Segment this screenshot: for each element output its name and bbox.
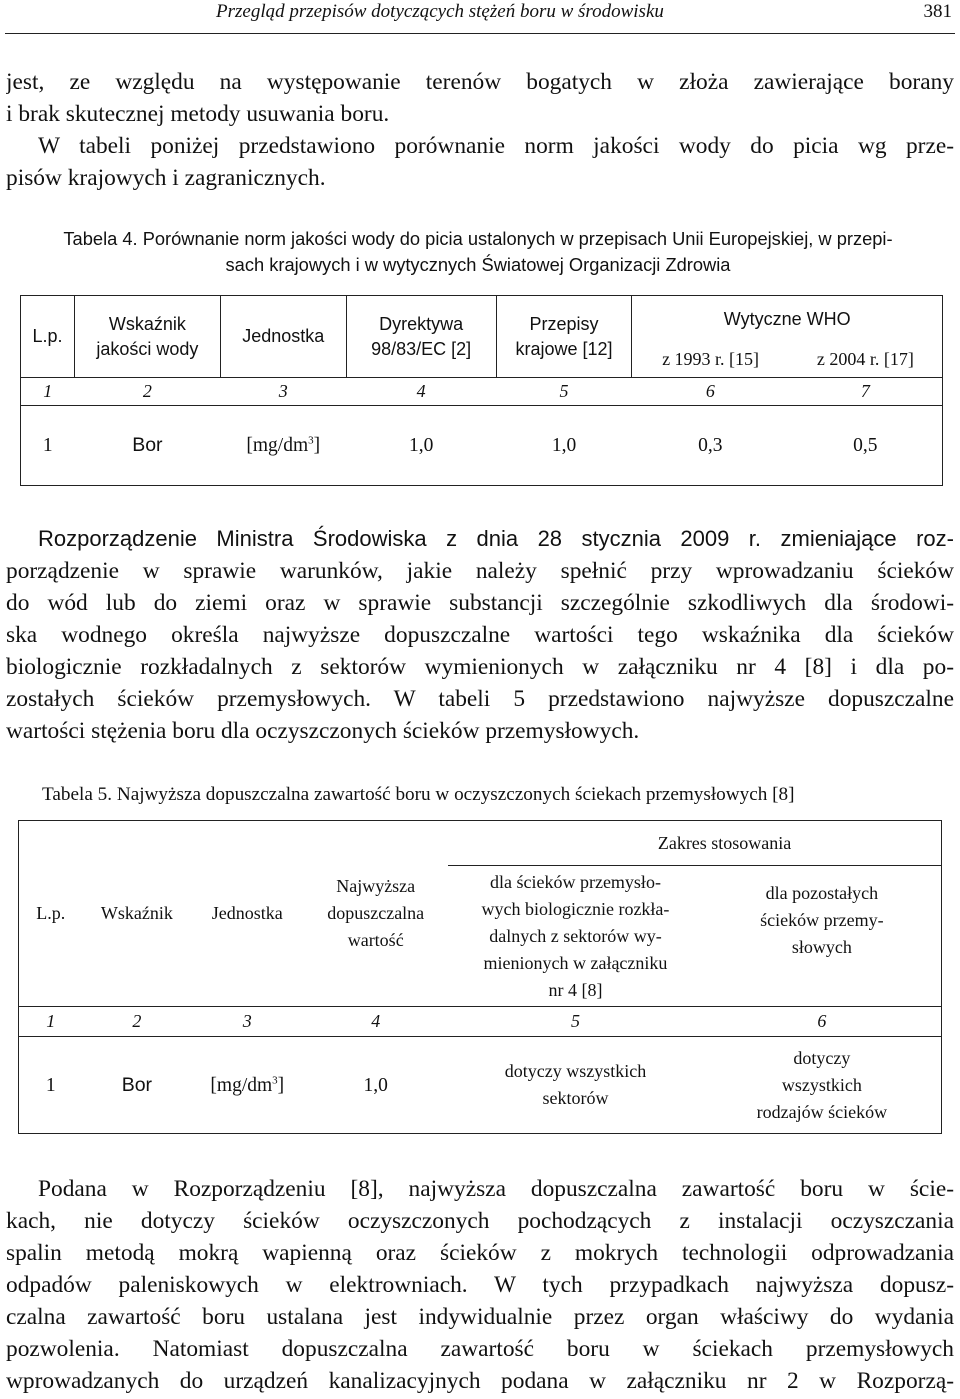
header-przepisy-line: krajowe [12] bbox=[515, 338, 613, 359]
header-who: Wytyczne WHO bbox=[632, 296, 943, 343]
t5-header-pozostale-line: dla pozostałych bbox=[765, 883, 879, 903]
t5-header-biologiczne bbox=[448, 866, 703, 1007]
paragraph-line: biologicznie rozkładalnych z sektorów wymienionych w załączniku nr 4 [8] i dla po- bbox=[6, 654, 954, 680]
t5-cell-lp: 1 bbox=[19, 1037, 83, 1134]
t5-cell-unit bbox=[191, 1037, 303, 1134]
t5-header-pozostale-line: ścieków przemy- bbox=[760, 910, 884, 930]
paragraph-line: i brak skutecznej metody usuwania boru. bbox=[6, 101, 390, 127]
col-number: 4 bbox=[303, 1007, 448, 1037]
header-jednostka: Jednostka bbox=[220, 296, 346, 378]
table4-caption-line1: Tabela 4. Porównanie norm jakości wody do picia ustalonych w przepisach Unii Europejskiej, w przepi- bbox=[63, 228, 893, 249]
t5-header-najwyzsza-line: Najwyższa bbox=[336, 876, 416, 896]
t5-header-pozostale bbox=[703, 866, 942, 1007]
paragraph-line: spalin metodą mokrą wapienną oraz ścieków z mokrych technologii odprowadzania bbox=[6, 1240, 954, 1266]
header-przepisy bbox=[496, 296, 632, 378]
t5-header-biologiczne-line: dalnych z sektorów wy- bbox=[489, 925, 662, 946]
header-dyrektywa-line: 98/83/EC [2] bbox=[371, 338, 472, 359]
paragraph-line: wartości stężenia boru dla oczyszczonych ścieków przemysłowych. bbox=[6, 718, 640, 744]
paragraph-3 bbox=[6, 523, 954, 555]
t5-cell-wartosc: 1,0 bbox=[303, 1037, 448, 1134]
t5-header-biologiczne-line: dla ścieków przemysło- bbox=[489, 871, 661, 892]
t5-header-jednostka: Jednostka bbox=[191, 821, 303, 1007]
header-who-1993: z 1993 r. [15] bbox=[632, 343, 789, 378]
t5-cell-sektory-line: sektorów bbox=[542, 1088, 609, 1108]
unit-end: ] bbox=[313, 435, 321, 456]
paragraph-1 bbox=[6, 66, 954, 130]
unit-end: ] bbox=[277, 1074, 285, 1096]
col-number: 2 bbox=[74, 378, 220, 406]
header-rule bbox=[5, 33, 955, 34]
table-5 bbox=[18, 820, 942, 1134]
paragraph-line: W tabeli poniżej przedstawiono porównanie norm jakości wody do picia wg prze- bbox=[38, 133, 954, 159]
header-who-2004: z 2004 r. [17] bbox=[789, 343, 943, 378]
col-number: 7 bbox=[789, 378, 943, 406]
unit-base: [mg/dm bbox=[210, 1074, 273, 1096]
col-number: 2 bbox=[82, 1007, 191, 1037]
paragraph-3-cont bbox=[6, 555, 954, 747]
paragraph-line: odpadów paleniskowych w elektrowniach. W tych przypadkach najwyższa dopusz- bbox=[6, 1272, 954, 1298]
paragraph-line: zostałych ścieków przemysłowych. W tabeli 5 przedstawiono najwyższe dopuszczalne bbox=[6, 686, 954, 712]
running-header bbox=[0, 0, 960, 26]
table4-caption bbox=[38, 226, 918, 278]
paragraph-line: Rozporządzenie Ministra Środowiska z dnia 28 stycznia 2009 r. zmieniające roz- bbox=[38, 526, 954, 551]
paragraph-line: kach, nie dotyczy ścieków oczyszczonych pochodzących z instalacji oczyszczania bbox=[6, 1208, 954, 1234]
paragraph-line: porządzenie w sprawie warunków, jakie należy spełnić przy wprowadzaniu ścieków bbox=[6, 558, 954, 584]
paragraph-line: pozwolenia. Natomiast dopuszczalna zawartość boru w ściekach przemysłowych bbox=[6, 1336, 954, 1362]
header-przepisy-line: Przepisy bbox=[529, 313, 599, 334]
paragraph-line: do wód lub do ziemi oraz w sprawie substancji szczególnie szkodliwych dla środowi- bbox=[6, 590, 954, 616]
header-dyrektywa bbox=[346, 296, 496, 378]
paragraph-line: czalna zawartość boru ustalana jest indywidualnie przez organ właściwy do wydania bbox=[6, 1304, 954, 1330]
table-4 bbox=[20, 295, 943, 486]
t5-cell-sektory bbox=[448, 1037, 703, 1134]
t5-header-wskaznik: Wskaźnik bbox=[82, 821, 191, 1007]
t5-cell-wskaznik: Bor bbox=[82, 1037, 191, 1134]
unit-superscript: 3 bbox=[308, 434, 314, 447]
t5-header-biologiczne-line: nr 4 [8] bbox=[548, 979, 603, 1000]
t5-cell-rodzaje-line: wszystkich bbox=[781, 1074, 862, 1095]
header-dyrektywa-line: Dyrektywa bbox=[379, 313, 464, 334]
paragraph-line: Podana w Rozporządzeniu [8], najwyższa dopuszczalna zawartość boru w ście- bbox=[38, 1176, 954, 1202]
unit-base: [mg/dm bbox=[246, 435, 309, 456]
col-number: 5 bbox=[496, 378, 632, 406]
t5-header-lp: L.p. bbox=[19, 821, 83, 1007]
header-wskaznik bbox=[74, 296, 220, 378]
paragraph-line: wprowadzanych do urządzeń kanalizacyjnych podana w załączniku nr 2 w Rozporzą- bbox=[6, 1368, 954, 1394]
cell-who-2004: 0,5 bbox=[789, 406, 943, 486]
t5-header-najwyzsza-line: wartość bbox=[347, 930, 404, 950]
cell-unit bbox=[220, 406, 346, 486]
paragraph-line: pisów krajowych i zagranicznych. bbox=[6, 165, 326, 191]
t5-column-number-row bbox=[19, 1007, 942, 1037]
col-number: 5 bbox=[448, 1007, 703, 1037]
running-header-title: Przegląd przepisów dotyczących stężeń boru w środowisku bbox=[216, 1, 664, 22]
t5-header-pozostale-line: słowych bbox=[791, 937, 852, 957]
cell-lp: 1 bbox=[21, 406, 75, 486]
col-number: 6 bbox=[632, 378, 789, 406]
col-number: 6 bbox=[703, 1007, 942, 1037]
table4-caption-line2: sach krajowych i w wytycznych Światowej Organizacji Zdrowia bbox=[225, 254, 731, 275]
col-number: 1 bbox=[21, 378, 75, 406]
t5-header-biologiczne-line: wych biologicznie rozkła- bbox=[481, 898, 670, 919]
paragraph-line: jest, ze względu na występowanie terenów bogatych w złoża zawierające borany bbox=[6, 69, 954, 95]
col-number: 3 bbox=[220, 378, 346, 406]
t5-header-zakres: Zakres stosowania bbox=[448, 821, 941, 866]
header-lp: L.p. bbox=[21, 296, 75, 378]
paragraph-2 bbox=[6, 130, 954, 194]
paragraph-line: ska wodnego określa najwyższe dopuszczalne wartości tego wskaźnika dla ścieków bbox=[6, 622, 954, 648]
table5-caption: Tabela 5. Najwyższa dopuszczalna zawartość boru w oczyszczonych ściekach przemysłowych [8] bbox=[42, 784, 795, 805]
unit-superscript: 3 bbox=[272, 1074, 278, 1086]
t5-cell-rodzaje-line: rodzajów ścieków bbox=[756, 1101, 888, 1122]
cell-dyrektywa: 1,0 bbox=[346, 406, 496, 486]
t5-header-najwyzsza-line: dopuszczalna bbox=[327, 903, 425, 923]
column-number-row bbox=[21, 378, 943, 406]
t5-header-najwyzsza bbox=[303, 821, 448, 1007]
header-wskaznik-line: Wskaźnik bbox=[108, 313, 186, 334]
t5-cell-rodzaje bbox=[703, 1037, 942, 1134]
t5-cell-rodzaje-line: dotyczy bbox=[793, 1047, 851, 1068]
cell-krajowe: 1,0 bbox=[496, 406, 632, 486]
table-row bbox=[21, 406, 943, 486]
col-number: 1 bbox=[19, 1007, 83, 1037]
col-number: 3 bbox=[191, 1007, 303, 1037]
table-row bbox=[19, 1037, 942, 1134]
cell-who-1993: 0,3 bbox=[632, 406, 789, 486]
col-number: 4 bbox=[346, 378, 496, 406]
page-number: 381 bbox=[923, 1, 952, 22]
t5-header-biologiczne-line: mienionych w załączniku bbox=[483, 952, 668, 973]
paragraph-4 bbox=[6, 1173, 954, 1397]
header-wskaznik-line: jakości wody bbox=[96, 338, 199, 359]
cell-wskaznik: Bor bbox=[74, 406, 220, 486]
t5-cell-sektory-line: dotyczy wszystkich bbox=[504, 1061, 647, 1081]
